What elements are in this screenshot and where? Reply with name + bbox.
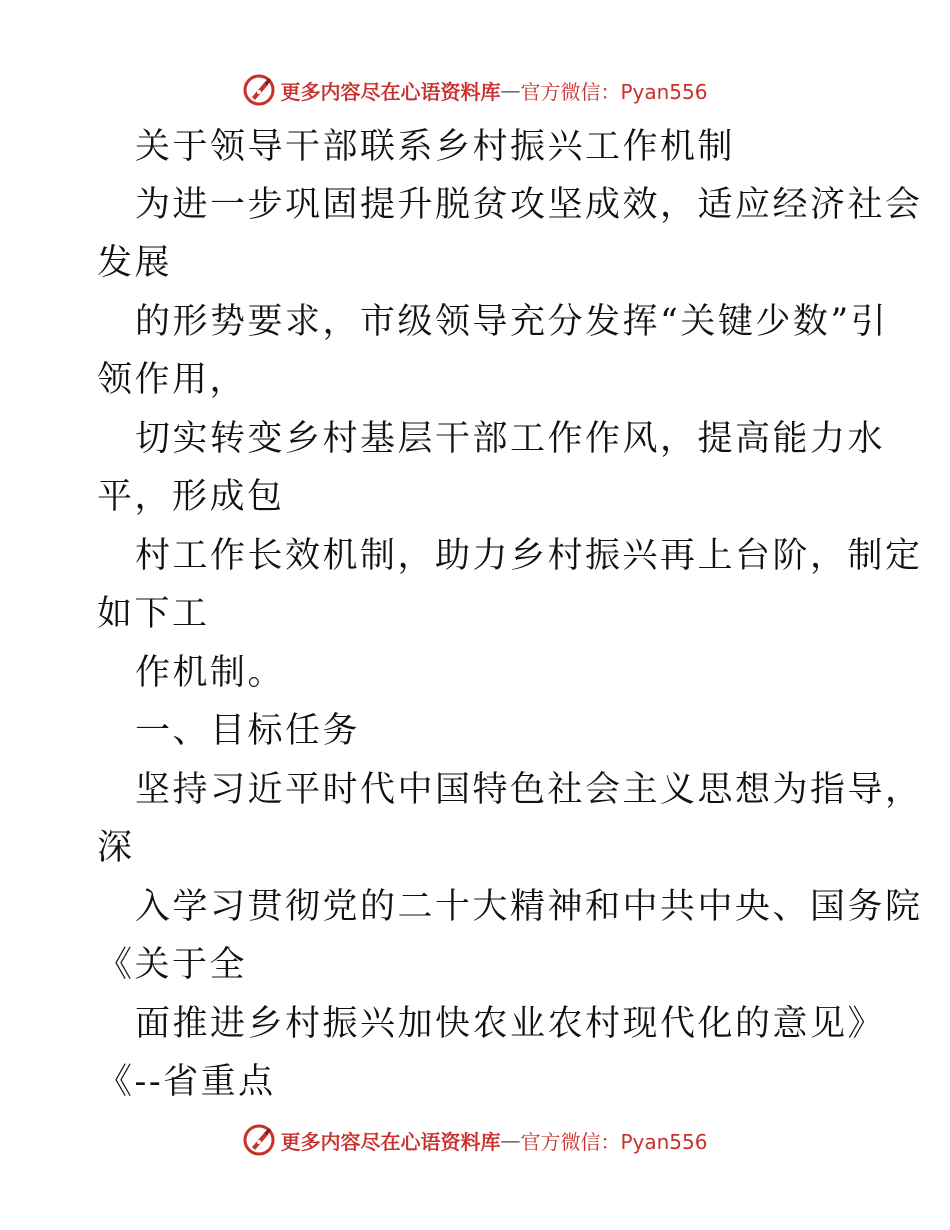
paragraph-line: 村工作长效机制，助力乡村振兴再上台阶，制定	[135, 536, 923, 576]
paragraph-line: 作机制。	[135, 653, 286, 693]
paragraph-line: 发展	[97, 243, 173, 283]
paragraph-line: 领作用，	[97, 360, 248, 400]
pen-nib-logo-icon	[242, 73, 276, 107]
watermark-separator: —	[500, 1128, 521, 1152]
paragraph-line: 入学习贯彻党的二十大精神和中共中央、国务院	[135, 887, 923, 927]
paragraph-line: 如下工	[97, 594, 210, 634]
paragraph-line: 坚持习近平时代中国特色社会主义思想为指导，	[135, 770, 923, 810]
paragraph-line: 平，形成包	[97, 477, 285, 517]
watermark-brand-text: 更多内容尽在心语资料库	[280, 1129, 501, 1154]
paragraph-line: 《--省重点	[97, 1062, 276, 1102]
watermark-brand-text: 更多内容尽在心语资料库	[280, 79, 501, 104]
paragraph-line: 面推进乡村振兴加快农业农村现代化的意见》	[135, 1004, 886, 1044]
pen-nib-logo-icon	[242, 1123, 276, 1157]
paragraph-line: 《关于全	[97, 945, 248, 985]
watermark-separator: —	[500, 78, 521, 102]
watermark-contact-text: 官方微信：Pyan556	[520, 1129, 708, 1154]
watermark-contact-text: 官方微信：Pyan556	[520, 79, 708, 104]
footer-watermark	[0, 1120, 950, 1160]
paragraph-line: 为进一步巩固提升脱贫攻坚成效，适应经济社会	[135, 185, 923, 225]
document-title: 关于领导干部联系乡村振兴工作机制	[135, 127, 736, 167]
paragraph-line: 的形势要求，市级领导充分发挥“关键少数”引	[135, 302, 889, 342]
section-heading: 一、目标任务	[135, 711, 361, 751]
paragraph-line: 切实转变乡村基层干部工作作风，提高能力水	[135, 419, 886, 459]
header-watermark	[0, 70, 950, 110]
paragraph-line: 深	[97, 828, 135, 868]
